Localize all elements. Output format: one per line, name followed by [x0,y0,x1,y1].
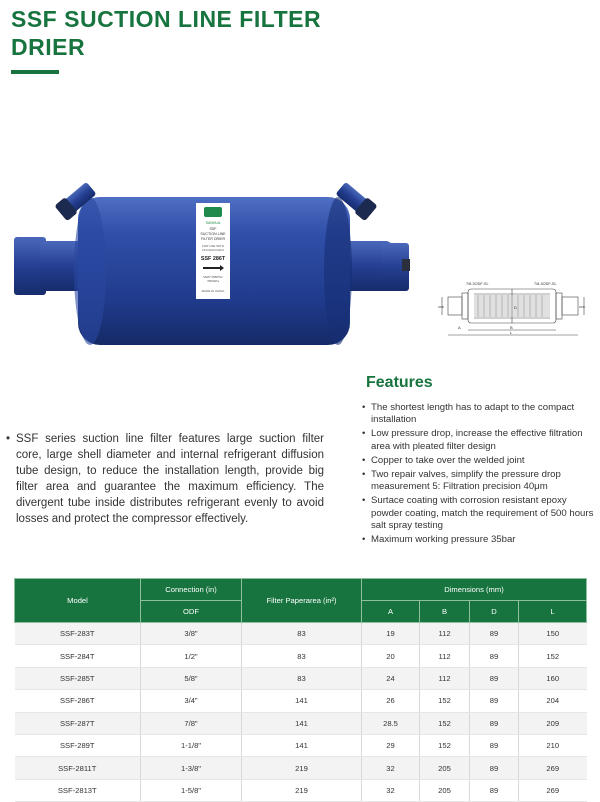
feature-item: • Surtace coating with corrosion resistant epoxy powder coating, match the requirement of 500 hours salt spray testing [362,495,598,532]
header-a: A [362,601,420,623]
label-line2: SUCTION LINE [200,232,226,236]
table-row [15,779,587,801]
feature-item: • Copper to take over the welded joint [362,455,598,467]
cell-model: SSF-283T [15,623,141,645]
cell-d: 89 [470,779,519,801]
label-line1: SSF [209,227,217,231]
cell-a: 19 [362,623,420,645]
cell-filter: 83 [242,645,362,667]
header-l: L [519,601,587,623]
table-row [15,667,587,689]
dim-d-label: D [514,305,517,310]
cell-a: 32 [362,757,420,779]
header-connection: Connection (in) [141,579,242,601]
cell-l: 160 [519,667,587,689]
spec-table-body [15,623,587,802]
title-underline [11,70,59,74]
cell-model: SSF-286T [15,690,141,712]
cell-model: SSF-2811T [15,757,141,779]
cell-model: SSF-285T [15,667,141,689]
cell-d: 89 [470,757,519,779]
cell-a: 24 [362,667,420,689]
cell-l: 269 [519,757,587,779]
cell-b: 152 [420,734,470,756]
feature-item: • Maximum working pressure 35bar [362,534,598,546]
cell-b: 112 [420,623,470,645]
header-d: D [470,601,519,623]
cell-l: 209 [519,712,587,734]
cell-filter: 83 [242,623,362,645]
dimension-diagram [438,275,588,340]
cell-d: 89 [470,667,519,689]
table-row [15,690,587,712]
cell-b: 112 [420,645,470,667]
feature-item: • Two repair valves, simplify the pressure drop measurement 5: Filtration precision 40μm [362,469,598,493]
cell-b: 205 [420,779,470,801]
cell-model: SSF-284T [15,645,141,667]
features-list [362,402,598,548]
cell-l: 150 [519,623,587,645]
cell-odf: 1-5/8" [141,779,242,801]
cell-b: 112 [420,667,470,689]
cell-l: 152 [519,645,587,667]
cell-d: 89 [470,734,519,756]
dim-b-label: B [510,325,513,330]
page-title: SSF SUCTION LINE FILTER DRIER [11,6,322,60]
cell-odf: 5/8" [141,667,242,689]
header-model: Model [15,579,141,623]
cell-b: 205 [420,757,470,779]
cell-l: 269 [519,779,587,801]
cell-a: 20 [362,645,420,667]
cell-a: 28.5 [362,712,420,734]
cell-odf: 7/8" [141,712,242,734]
table-row [15,712,587,734]
cell-d: 89 [470,690,519,712]
cell-odf: 1-1/8" [141,734,242,756]
cell-odf: 1/2" [141,645,242,667]
cell-b: 152 [420,690,470,712]
spec-table [14,578,587,802]
label-line3: FILTER DRIER [200,237,226,241]
cell-a: 26 [362,690,420,712]
cell-a: 29 [362,734,420,756]
cell-d: 89 [470,645,519,667]
product-image [10,175,412,353]
cell-filter: 219 [242,757,362,779]
cell-odf: 3/8" [141,623,242,645]
label-brand: SANHUA [205,221,221,225]
dim-l-label: L [510,330,513,335]
cell-filter: 83 [242,667,362,689]
odf-left-label: ODF [438,305,445,309]
cell-model: SSF-2813T [15,779,141,801]
label-line8: MADE IN CHINA [201,289,225,293]
header-filter-area: Filter Paperarea (in²) [242,579,362,623]
header-b: B [420,601,470,623]
cell-l: 210 [519,734,587,756]
label-line4: FOR USE WITH [202,244,224,248]
header-dimensions: Dimensions (mm) [362,579,587,601]
cell-l: 204 [519,690,587,712]
cell-filter: 141 [242,734,362,756]
table-row [15,645,587,667]
cell-filter: 141 [242,712,362,734]
header-odf: ODF [141,601,242,623]
port-right-label: 7/8-3ODF-SL [534,282,557,286]
label-line7: 3500kPa [207,279,219,283]
cell-model: SSF-289T [15,734,141,756]
cell-filter: 219 [242,779,362,801]
cell-odf: 3/4" [141,690,242,712]
table-row [15,734,587,756]
product-description: • SSF series suction line filter features large suction filter core, large shell diameter and internal refrigerant diffusion tube design, to reduce the installation length, provide big filter area and guarantee the maximum efficiency. The divergent tube inside distributes refrigerant evenly to avoid losses and protect the compressor effectively. [6,431,324,528]
feature-item: • Low pressure drop, increase the effective filtration area with pleated filter design [362,428,598,452]
cell-d: 89 [470,623,519,645]
port-left-label: 7/8-3ODF-SL [466,282,489,286]
cell-filter: 141 [242,690,362,712]
label-line5: CFC/HCFC/HFC [201,248,225,252]
feature-item: • The shortest length has to adapt to the compact installation [362,402,598,426]
cell-d: 89 [470,712,519,734]
odf-right-label: ODF [579,305,586,309]
table-row [15,623,587,645]
table-row [15,757,587,779]
cell-a: 32 [362,779,420,801]
cell-model: SSF-287T [15,712,141,734]
dim-a-label: A [458,325,461,330]
features-heading: Features [366,374,433,391]
label-model: SSF 286T [200,256,226,262]
label-line6: MWP 35BPSC [203,275,223,279]
cell-odf: 1-3/8" [141,757,242,779]
cell-b: 152 [420,712,470,734]
